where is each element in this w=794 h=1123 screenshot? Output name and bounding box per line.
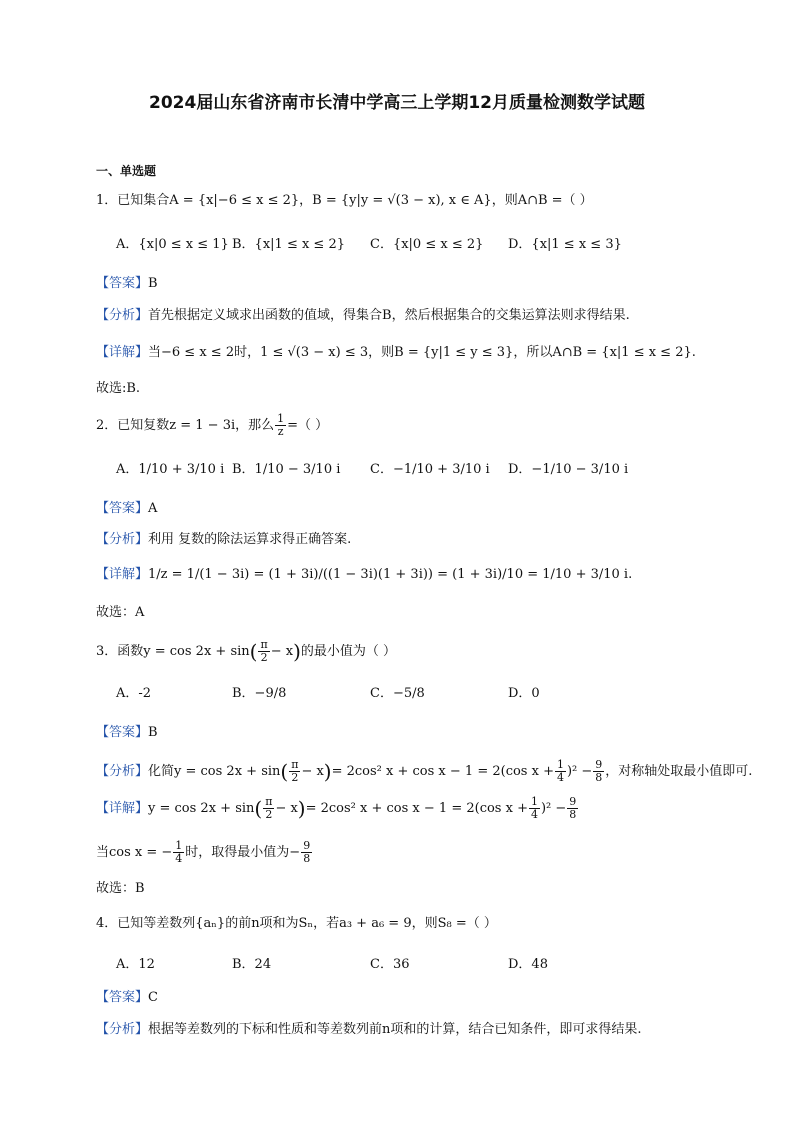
page-title: 2024届山东省济南市长清中学高三上学期12月质量检测数学试题 — [149, 93, 645, 113]
q3-analysis: 【分析】化简y = cos 2x + sin( $\frac{\pi}{2}$ − x)= 2cos² x + cos x − 1 = 2(cos x + $\frac{1}{4}$ )² − $\frac{9}{8}$ ，对称轴处取最小值即可. — [96, 758, 753, 784]
q1-answer — [96, 274, 158, 294]
q1-option-d: D．{x|1 ≤ x ≤ 3} — [508, 237, 622, 252]
q2-option-a: A．1/10 + 3/10 i — [116, 462, 225, 477]
q4-answer: 【答案】C — [96, 990, 158, 1005]
q2-option-b: B．1/10 − 3/10 i — [232, 462, 341, 477]
answer-tag: 【答案】 — [96, 276, 149, 291]
q1-detail-text: 当−6 ≤ x ≤ 2时，1 ≤ √(3 − x) ≤ 3，则B = {y|1 ≤ y ≤ 3}，所以A∩B = {x|1 ≤ x ≤ 2}. — [148, 345, 696, 360]
q3-option-b: B．−9/8 — [232, 686, 287, 701]
q3-option-a: A．-2 — [116, 686, 152, 701]
q3-conclusion: 故选：B — [96, 881, 145, 896]
q1-option-a: A．{x|0 ≤ x ≤ 1} — [116, 237, 229, 252]
q2-conclusion: 故选：A — [96, 605, 145, 620]
q2-answer: 【答案】A — [96, 501, 158, 516]
q4-analysis: 【分析】根据等差数列的下标和性质和等差数列前n项和的计算，结合已知条件，即可求得结果. — [96, 1022, 642, 1037]
q2-stem — [96, 413, 328, 438]
section-heading: 一、单选题 — [96, 164, 157, 178]
q1-analysis-text: 首先根据定义域求出函数的值域，得集合B，然后根据集合的交集运算法则求得结果. — [148, 308, 630, 323]
q2-detail-text: 1/z = 1/(1 − 3i) = (1 + 3i)/((1 − 3i)(1 + 3i)) = (1 + 3i)/10 = 1/10 + 3/10 i. — [148, 567, 633, 582]
q1-answer-value: B — [148, 276, 158, 291]
q1-conclusion: 故选:B. — [96, 381, 141, 396]
q3-option-c: C．−5/8 — [370, 686, 425, 701]
q1-option-b: B．{x|1 ≤ x ≤ 2} — [232, 237, 345, 252]
q1-option-c: C．{x|0 ≤ x ≤ 2} — [370, 237, 484, 252]
q1-detail — [96, 343, 696, 363]
q4-option-a: A．12 — [116, 957, 155, 972]
q1-analysis — [96, 306, 630, 326]
analysis-tag: 【分析】 — [96, 308, 149, 323]
q1-stem: 1．已知集合A = {x|−6 ≤ x ≤ 2}，B = {y|y = √(3 − x), x ∈ A}，则A∩B =（ ） — [96, 193, 593, 208]
q2-option-d: D．−1/10 − 3/10 i — [508, 462, 629, 477]
q4-option-d: D．48 — [508, 957, 548, 972]
q4-stem: 4．已知等差数列{aₙ}的前n项和为Sₙ，若a₃ + a₆ = 9，则S₈ =（ ） — [96, 916, 497, 931]
q2-analysis: 【分析】利用 复数的除法运算求得正确答案. — [96, 532, 352, 547]
q4-analysis-text: 根据等差数列的下标和性质和等差数列前n项和的计算，结合已知条件，即可求得结果. — [148, 1022, 642, 1037]
q2-stem-fraction: $\frac{1}{z}$ — [277, 412, 285, 438]
q4-option-c: C．36 — [370, 957, 410, 972]
q2-answer-value: A — [148, 501, 158, 516]
q3-stem: 3．函数y = cos 2x + sin( $\frac{\pi}{2}$ − x)的最小值为（ ） — [96, 638, 397, 664]
q2-option-c: C．−1/10 + 3/10 i — [370, 462, 490, 477]
q2-detail: 【详解】1/z = 1/(1 − 3i) = (1 + 3i)/((1 − 3i)(1 + 3i)) = (1 + 3i)/10 = 1/10 + 3/10 i. — [96, 567, 633, 582]
q3-answer: 【答案】B — [96, 725, 158, 740]
q2-stem-prefix: 2．已知复数z = 1 − 3i，那么 — [96, 418, 275, 433]
q4-answer-value: C — [148, 990, 158, 1005]
q3-option-d: D．0 — [508, 686, 540, 701]
q3-stem-fraction: $\frac{\pi}{2}$ — [260, 638, 268, 664]
q3-answer-value: B — [148, 725, 158, 740]
q3-min-line: 当cos x = − $\frac{1}{4}$ 时，取得最小值为− $\frac{9}{8}$ — [96, 839, 311, 865]
q3-detail: 【详解】y = cos 2x + sin( $\frac{\pi}{2}$ − x)= 2cos² x + cos x − 1 = 2(cos x + $\frac{1}{4}$ )² − $\frac{9}{8}$ — [96, 795, 577, 821]
q2-analysis-text: 利用 复数的除法运算求得正确答案. — [148, 532, 352, 547]
q4-option-b: B．24 — [232, 957, 272, 972]
detail-tag: 【详解】 — [96, 345, 149, 360]
q2-stem-suffix: =（ ） — [287, 418, 329, 433]
